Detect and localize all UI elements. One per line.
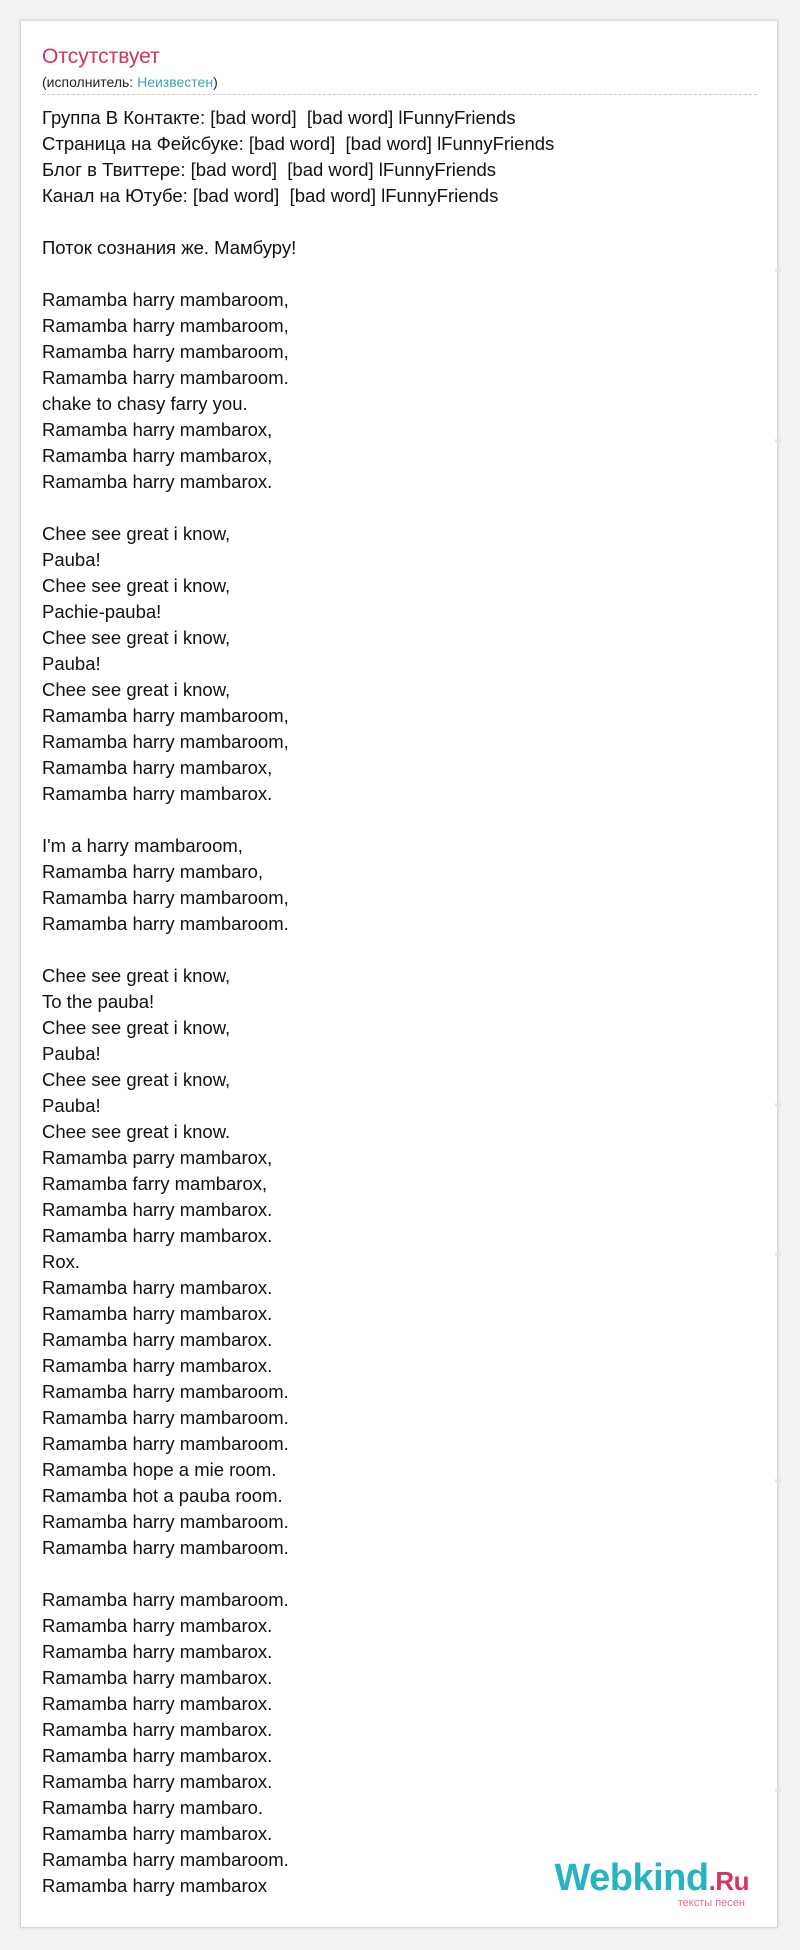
lyric-line: Ramamba harry mambarox. (42, 1199, 273, 1220)
lyric-line: Chee see great i know, (42, 575, 231, 596)
lyric-line: Ramamba harry mambarox. (42, 1277, 273, 1298)
lyrics-card (20, 20, 778, 1928)
lyric-line: Pauba! (42, 1095, 101, 1116)
lyric-line: Ramamba harry mambaroom. (42, 367, 289, 388)
lyric-line: Ramamba harry mambarox. (42, 1823, 273, 1844)
lyric-line: Поток сознания же. Мамбуру! (42, 237, 297, 258)
edge-decoration (775, 269, 781, 272)
lyric-line: Pachie-pauba! (42, 601, 162, 622)
lyric-line: Ramamba harry mambaroom. (42, 913, 289, 934)
lyric-line: Ramamba harry mambarox. (42, 1745, 273, 1766)
lyric-line: Chee see great i know, (42, 1017, 231, 1038)
lyric-line: Pauba! (42, 653, 101, 674)
artist-link[interactable]: Неизвестен (137, 74, 214, 90)
lyric-line: Ramamba harry mambaroom. (42, 1537, 289, 1558)
edge-decoration (775, 439, 781, 442)
lyric-line: Ramamba harry mambarox, (42, 445, 273, 466)
lyric-line: Ramamba harry mambaroom. (42, 1849, 289, 1870)
brand-logo (554, 1858, 749, 1901)
lyric-line: Ramamba harry mambaro, (42, 861, 264, 882)
lyric-line: Ramamba harry mambaroom. (42, 1511, 289, 1532)
lyric-line: Ramamba harry mambaroom, (42, 705, 289, 726)
lyric-line: Ramamba harry mambarox. (42, 1355, 273, 1376)
lyric-line: chake to chasy farry you. (42, 393, 248, 414)
lyric-line: Chee see great i know. (42, 1121, 231, 1142)
lyric-line: Ramamba harry mambarox. (42, 1303, 273, 1324)
brand-logo-text: Webkind (554, 1857, 709, 1899)
lyric-line: Ramamba harry mambarox, (42, 419, 273, 440)
song-title: Отсутствует (42, 45, 160, 68)
edge-decoration (775, 1789, 781, 1792)
lyric-blank-line (42, 495, 762, 521)
lyrics-text (42, 105, 762, 1899)
brand-tagline: тексты песен (677, 1897, 745, 1909)
lyric-blank-line (42, 807, 762, 833)
lyric-line: Ramamba harry mambaroom. (42, 1381, 289, 1402)
lyric-line: Ramamba harry mambaroom. (42, 1589, 289, 1610)
brand-watermark[interactable] (554, 1858, 749, 1909)
edge-decoration (775, 1479, 781, 1482)
lyric-line: Канал на Ютубе: [bad word] [bad word] lFunnyFriends (42, 185, 499, 206)
lyric-line: Ramamba hope a mie room. (42, 1459, 277, 1480)
lyric-line: Ramamba harry mambarox. (42, 471, 273, 492)
lyric-line: Ramamba harry mambaroom, (42, 341, 289, 362)
lyric-line: Ramamba harry mambarox. (42, 1615, 273, 1636)
title-divider (42, 94, 757, 95)
lyric-line: Ramamba harry mambarox. (42, 1771, 273, 1792)
lyric-line: Ramamba hot a pauba room. (42, 1485, 283, 1506)
lyric-blank-line (42, 261, 762, 287)
lyric-line: Группа В Контакте: [bad word] [bad word] lFunnyFriends (42, 107, 516, 128)
lyric-line: Блог в Твиттере: [bad word] [bad word] lFunnyFriends (42, 159, 497, 180)
lyric-line: Ramamba harry mambaroom. (42, 1407, 289, 1428)
lyric-line: Pauba! (42, 1043, 101, 1064)
lyric-line: Ramamba harry mambarox. (42, 1329, 273, 1350)
lyric-line: Ramamba harry mambaroom, (42, 887, 289, 908)
lyric-line: Chee see great i know, (42, 679, 231, 700)
lyric-line: Ramamba harry mambarox. (42, 1641, 273, 1662)
lyric-line: Ramamba harry mambarox (42, 1875, 268, 1896)
lyric-line: To the pauba! (42, 991, 155, 1012)
lyric-line: Ramamba farry mambarox, (42, 1173, 268, 1194)
lyric-line: Rox. (42, 1251, 81, 1272)
edge-decoration (775, 1253, 781, 1256)
lyric-line: Ramamba harry mambaroom. (42, 1433, 289, 1454)
lyric-line: Ramamba harry mambarox. (42, 1693, 273, 1714)
lyric-blank-line (42, 1561, 762, 1587)
lyric-line: Chee see great i know, (42, 1069, 231, 1090)
lyric-line: Ramamba harry mambaroom, (42, 731, 289, 752)
artist-line (42, 73, 218, 91)
lyric-line: Ramamba harry mambarox. (42, 1667, 273, 1688)
lyric-line: Ramamba harry mambaroom, (42, 315, 289, 336)
lyric-line: Страница на Фейсбуке: [bad word] [bad word] lFunnyFriends (42, 133, 555, 154)
lyric-blank-line (42, 209, 762, 235)
lyric-line: Ramamba parry mambarox, (42, 1147, 273, 1168)
lyric-line: Ramamba harry mambaroom, (42, 289, 289, 310)
lyric-line: Pauba! (42, 549, 101, 570)
lyric-line: I'm a harry mambaroom, (42, 835, 243, 856)
lyric-line: Ramamba harry mambarox, (42, 757, 273, 778)
edge-decoration (775, 1103, 781, 1106)
lyric-line: Chee see great i know, (42, 523, 231, 544)
lyric-line: Ramamba harry mambarox. (42, 783, 273, 804)
lyric-line: Ramamba harry mambarox. (42, 1225, 273, 1246)
lyric-blank-line (42, 937, 762, 963)
brand-tld: .Ru (708, 1866, 749, 1896)
artist-prefix: (исполнитель: (42, 74, 138, 90)
lyric-line: Chee see great i know, (42, 965, 231, 986)
lyric-line: Ramamba harry mambarox. (42, 1719, 273, 1740)
artist-suffix: ) (213, 74, 218, 90)
lyric-line: Ramamba harry mambaro. (42, 1797, 264, 1818)
lyric-line: Chee see great i know, (42, 627, 231, 648)
